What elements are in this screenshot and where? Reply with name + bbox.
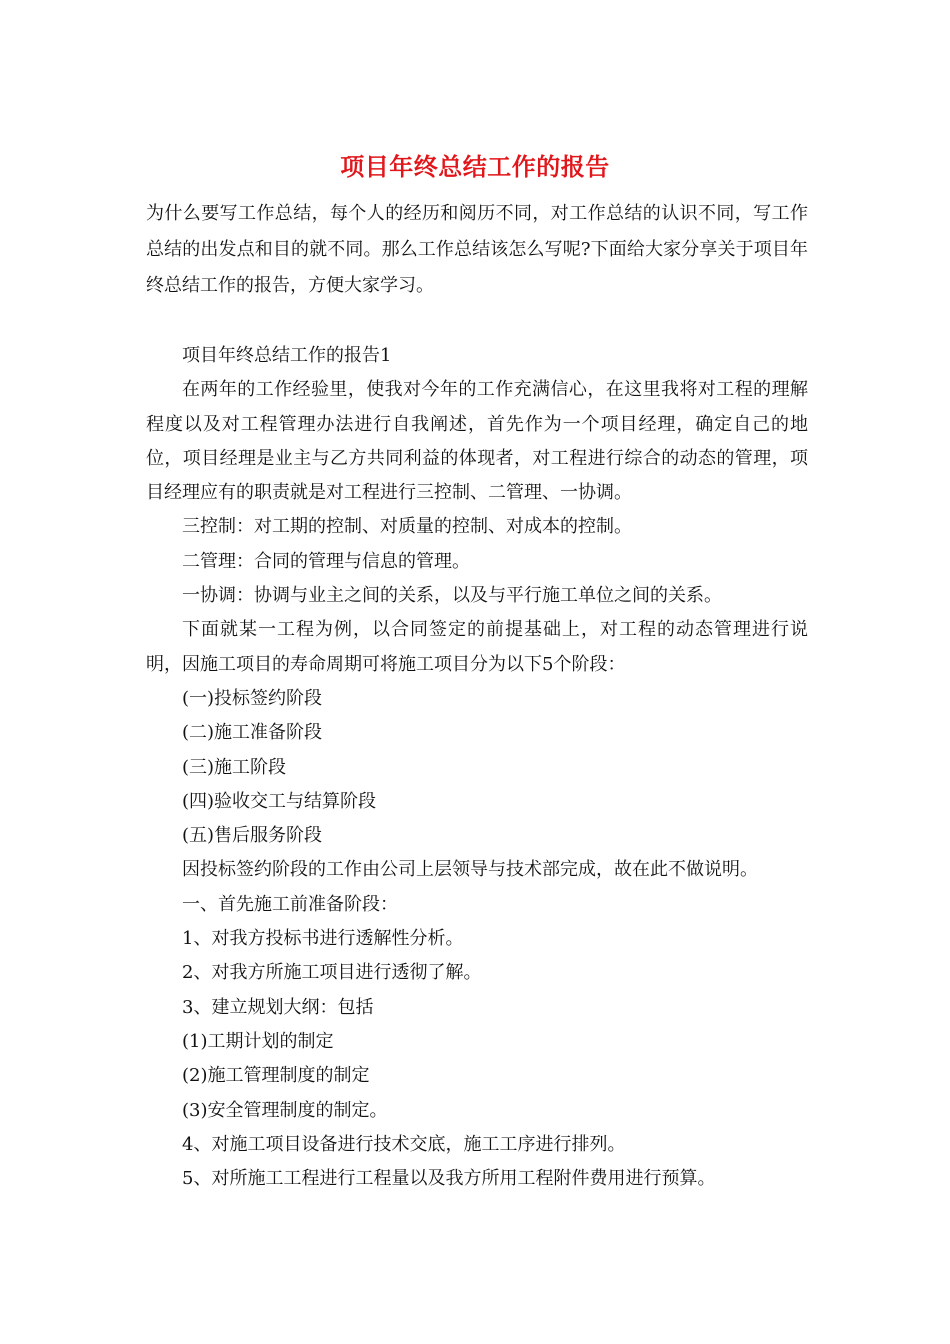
section-heading: 一、首先施工前准备阶段： xyxy=(182,893,398,915)
list-item: 5、对所施工工程进行工程量以及我方所用工程附件费用进行预算。 xyxy=(182,1168,716,1190)
body-paragraph: 三控制：对工期的控制、对质量的控制、对成本的控制。 xyxy=(182,516,632,538)
list-item: 3、建立规划大纲：包括 xyxy=(182,996,374,1018)
intro-paragraph: 为什么要写工作总结，每个人的经历和阅历不同，对工作总结的认识不同，写工作总结的出发点和目的就不同。那么工作总结该怎么写呢?下面给大家分享关于项目年终总结工作的报告，方便大家学习。 xyxy=(146,203,808,296)
body-paragraph: 二管理：合同的管理与信息的管理。 xyxy=(182,550,470,572)
list-item: (二)施工准备阶段 xyxy=(182,722,323,744)
list-item: (三)施工阶段 xyxy=(182,756,287,778)
list-item: (四)验收交工与结算阶段 xyxy=(182,790,377,812)
list-item: (一)投标签约阶段 xyxy=(182,687,323,709)
report-heading: 项目年终总结工作的报告1 xyxy=(182,345,392,366)
body-paragraph: 在两年的工作经验里，使我对今年的工作充满信心，在这里我将对工程的理解程度以及对工程管理办法进行自我阐述，首先作为一个项目经理，确定自己的地位，项目经理是业主与乙方共同利益的体现者，对工程进行综合的动态的管理，项目经理应有的职责就是对工程进行三控制、二管理、一协调。 xyxy=(146,379,808,504)
document-body xyxy=(146,339,808,1196)
list-item: 4、对施工项目设备进行技术交底，施工工序进行排列。 xyxy=(182,1133,626,1155)
list-item: (五)售后服务阶段 xyxy=(182,825,323,847)
list-item: 1、对我方投标书进行透解性分析。 xyxy=(182,928,464,950)
body-paragraph: 下面就某一工程为例，以合同签定的前提基础上，对工程的动态管理进行说明，因施工项目的寿命周期可将施工项目分为以下5个阶段： xyxy=(146,619,808,675)
body-paragraph: 因投标签约阶段的工作由公司上层领导与技术部完成，故在此不做说明。 xyxy=(182,859,758,881)
list-item: 2、对我方所施工项目进行透彻了解。 xyxy=(182,962,482,984)
document-title: 项目年终总结工作的报告 xyxy=(340,152,610,181)
list-item: (3)安全管理制度的制定。 xyxy=(182,1099,388,1121)
body-paragraph: 一协调：协调与业主之间的关系，以及与平行施工单位之间的关系。 xyxy=(182,585,722,607)
list-item: (1)工期计划的制定 xyxy=(182,1030,334,1052)
list-item: (2)施工管理制度的制定 xyxy=(182,1065,370,1087)
